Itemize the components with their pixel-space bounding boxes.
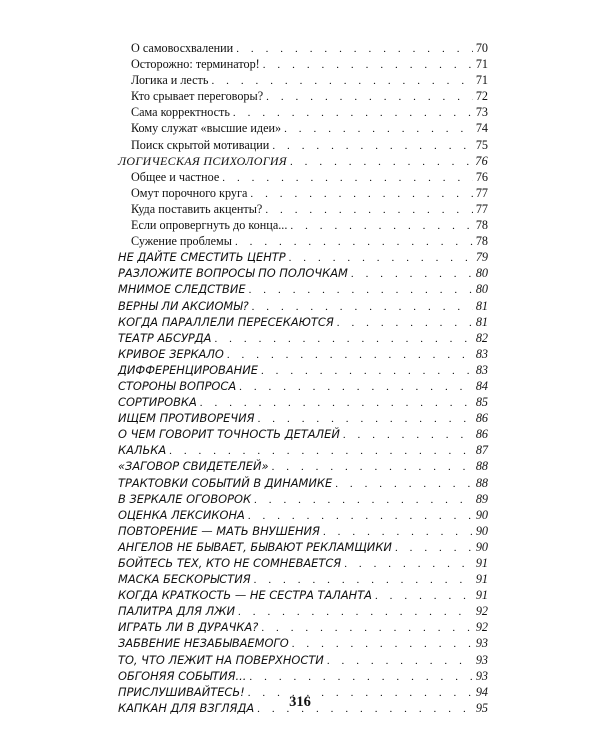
toc-entry	[118, 603, 488, 619]
toc-entry-page: 92	[475, 620, 488, 635]
toc-dot-leader	[252, 299, 473, 315]
toc-entry-page: 93	[475, 668, 488, 683]
toc-entry-page: 94	[475, 684, 488, 699]
toc-entry-title: ТРАКТОВКИ СОБЫТИЙ В ДИНАМИКЕ	[118, 475, 333, 490]
toc-entry-page: 78	[475, 218, 488, 233]
toc-dot-leader	[250, 186, 472, 202]
toc-entry	[118, 619, 488, 635]
toc-entry	[118, 410, 488, 426]
toc-entry	[118, 346, 488, 362]
toc-entry	[118, 426, 488, 442]
toc-entry	[118, 217, 488, 233]
toc-entry-title: ОЦЕНКА ЛЕКСИКОНА	[118, 507, 245, 522]
toc-entry-title: НЕ ДАЙТЕ СМЕСТИТЬ ЦЕНТР	[118, 250, 286, 265]
toc-entry-title: АНГЕЛОВ НЕ БЫВАЕТ, БЫВАЮТ РЕКЛАМЩИКИ	[118, 539, 392, 554]
toc-entry	[118, 88, 488, 104]
toc-entry	[118, 507, 488, 523]
toc-entry-title: ЛОГИЧЕСКАЯ ПСИХОЛОГИЯ	[118, 153, 287, 168]
toc-entry-title: ПРИСЛУШИВАЙТЕСЬ!	[118, 684, 245, 699]
toc-entry	[118, 185, 488, 201]
toc-entry-page: 76	[475, 153, 488, 168]
toc-entry	[118, 394, 488, 410]
toc-entry-page: 91	[475, 572, 488, 587]
toc-dot-leader	[236, 41, 473, 57]
toc-entry-page: 80	[475, 282, 488, 297]
toc-entry-title: Общее и частное	[131, 169, 220, 184]
toc-entry-title: СОРТИРОВКА	[118, 395, 197, 410]
toc-entry	[118, 635, 488, 651]
toc-dot-leader	[289, 250, 473, 266]
toc-entry-title: ПОВТОРЕНИЕ — МАТЬ ВНУШЕНИЯ	[118, 523, 320, 538]
toc-entry-page: 73	[475, 105, 488, 120]
toc-entry-title: Сама корректность	[131, 105, 230, 120]
toc-dot-leader	[233, 105, 473, 121]
toc-entry-page: 88	[475, 475, 488, 490]
toc-entry-title: ИГРАТЬ ЛИ В ДУРАЧКА?	[118, 620, 259, 635]
toc-dot-leader	[284, 121, 473, 137]
toc-dot-leader	[214, 331, 472, 347]
toc-dot-leader	[248, 508, 473, 524]
toc-dot-leader	[235, 234, 473, 250]
toc-entry-page: 72	[475, 89, 488, 104]
toc-entry-title: МАСКА БЕСКОРЫСТИЯ	[118, 572, 251, 587]
toc-entry-title: КАПКАН ДЛЯ ВЗГЛЯДА	[118, 700, 255, 715]
toc-entry	[118, 442, 488, 458]
toc-entry	[118, 475, 488, 491]
toc-dot-leader	[238, 604, 473, 620]
toc-entry	[118, 523, 488, 539]
toc-dot-leader	[211, 73, 472, 89]
toc-entry-page: 90	[475, 523, 488, 538]
toc-dot-leader	[272, 138, 473, 154]
toc-entry	[118, 137, 488, 153]
toc-entry-title: ЗАБВЕНИЕ НЕЗАБЫВАЕМОГО	[118, 636, 289, 651]
toc-entry-page: 85	[475, 395, 488, 410]
toc-entry-title: БОЙТЕСЬ ТЕХ, КТО НЕ СОМНЕВАЕТСЯ	[118, 556, 342, 570]
toc-entry-page: 86	[475, 411, 488, 426]
toc-dot-leader	[323, 524, 473, 540]
toc-entry-page: 79	[475, 250, 488, 265]
toc-entry-title: Кому служат «высшие идеи»	[131, 121, 282, 136]
toc-dot-leader	[343, 427, 473, 443]
toc-entry-page: 71	[475, 57, 488, 72]
toc-entry	[118, 169, 488, 185]
toc-dot-leader	[265, 202, 472, 218]
toc-entry	[118, 668, 488, 684]
toc-dot-leader	[222, 170, 473, 186]
toc-entry	[118, 555, 488, 571]
toc-entry	[118, 314, 488, 330]
toc-dot-leader	[266, 89, 473, 105]
toc-entry-title: Сужение проблемы	[131, 234, 232, 249]
toc-dot-leader	[290, 154, 472, 170]
toc-entry-page: 92	[475, 604, 488, 619]
toc-entry	[118, 120, 488, 136]
toc-entry-title: Если опровергнуть до конца...	[131, 218, 288, 233]
toc-entry-title: Кто срывает переговоры?	[131, 89, 264, 104]
toc-entry	[118, 72, 488, 88]
toc-entry	[118, 571, 488, 587]
toc-entry-page: 89	[475, 491, 488, 506]
toc-entry-page: 86	[475, 427, 488, 442]
toc-entry-page: 83	[475, 362, 488, 377]
toc-entry-title: СТОРОНЫ ВОПРОСА	[118, 378, 237, 393]
toc-entry	[118, 201, 488, 217]
toc-dot-leader	[254, 492, 473, 508]
toc-entry-title: О ЧЕМ ГОВОРИТ ТОЧНОСТЬ ДЕТАЛЕЙ	[118, 427, 340, 442]
toc-entry-page: 91	[475, 588, 488, 603]
toc-entry-page: 80	[475, 266, 488, 281]
toc-entry-title: ТЕАТР АБСУРДА	[118, 330, 212, 345]
toc-entry-title: Логика и лесть	[131, 73, 209, 88]
toc-entry-title: КАЛЬКА	[118, 443, 167, 458]
toc-entry	[118, 362, 488, 378]
toc-entry	[118, 56, 488, 72]
toc-dot-leader	[375, 588, 473, 604]
toc-entry-title: ДИФФЕРЕНЦИРОВАНИЕ	[118, 362, 258, 377]
toc-dot-leader	[351, 266, 473, 282]
toc-dot-leader	[263, 57, 473, 73]
toc-dot-leader	[272, 459, 473, 475]
toc-dot-leader	[258, 411, 473, 427]
toc-entry-title: Омут порочного круга	[131, 185, 248, 200]
toc-entry	[118, 40, 488, 56]
toc-entry-page: 71	[475, 73, 488, 88]
toc-entry	[118, 378, 488, 394]
toc-entry-title: В ЗЕРКАЛЕ ОГОВОРОК	[118, 491, 252, 506]
toc-dot-leader	[227, 347, 473, 363]
toc-entry	[118, 249, 488, 265]
toc-entry-title: КРИВОЕ ЗЕРКАЛО	[118, 346, 224, 361]
toc-dot-leader	[335, 476, 473, 492]
toc-entry-title: ИЩЕМ ПРОТИВОРЕЧИЯ	[118, 411, 255, 426]
toc-entry-title: ТО, ЧТО ЛЕЖИТ НА ПОВЕРХНОСТИ	[118, 652, 324, 667]
toc-entry-title: МНИМОЕ СЛЕДСТВИЕ	[118, 282, 246, 297]
toc-dot-leader	[249, 669, 472, 685]
toc-entry-page: 76	[475, 169, 488, 184]
toc-entry	[118, 330, 488, 346]
toc-entry-page: 83	[475, 346, 488, 361]
toc-entry	[118, 539, 488, 555]
toc-entry	[118, 233, 488, 249]
toc-dot-leader	[254, 572, 473, 588]
toc-dot-leader	[239, 379, 473, 395]
toc-entry-page: 93	[475, 636, 488, 651]
toc-entry-title: Куда поставить акценты?	[131, 201, 263, 216]
toc-entry-page: 77	[475, 185, 488, 200]
toc-entry	[118, 491, 488, 507]
toc-entry-page: 78	[475, 234, 488, 249]
toc-dot-leader	[290, 218, 472, 234]
toc-entry-page: 82	[475, 330, 488, 345]
toc-entry-title: «ЗАГОВОР СВИДЕТЕЛЕЙ»	[118, 459, 269, 474]
toc-entry-title: КОГДА ПАРАЛЛЕЛИ ПЕРЕСЕКАЮТСЯ	[118, 314, 334, 329]
toc-entry	[118, 587, 488, 603]
toc-entry-title: ПАЛИТРА ДЛЯ ЛЖИ	[118, 604, 236, 619]
toc-entry-title: РАЗЛОЖИТЕ ВОПРОСЫ ПО ПОЛОЧКАМ	[118, 266, 348, 281]
toc-entry-page: 81	[475, 298, 488, 313]
toc-entry-title: О самовосхвалении	[131, 41, 234, 55]
toc-entry-page: 81	[475, 314, 488, 329]
toc-dot-leader	[249, 282, 473, 298]
toc-entry-page: 95	[475, 700, 488, 715]
toc-entry-title: КОГДА КРАТКОСТЬ — НЕ СЕСТРА ТАЛАНТА	[118, 588, 372, 603]
toc-entry-title: ОБГОНЯЯ СОБЫТИЯ...	[118, 668, 247, 683]
toc-entry-page: 77	[475, 201, 488, 216]
toc-dot-leader	[261, 620, 473, 636]
toc-entry-page: 74	[475, 121, 488, 136]
toc-entry-page: 91	[475, 556, 488, 570]
toc-entry	[118, 298, 488, 314]
toc-dot-leader	[395, 540, 473, 556]
toc-entry-page: 93	[475, 652, 488, 667]
table-of-contents	[118, 40, 488, 716]
toc-entry-page: 88	[475, 459, 488, 474]
toc-entry-page: 90	[475, 507, 488, 522]
toc-entry-title: Осторожно: терминатор!	[131, 57, 260, 72]
toc-entry	[118, 458, 488, 474]
toc-entry	[118, 652, 488, 668]
toc-dot-leader	[337, 315, 473, 331]
toc-entry-page: 87	[475, 443, 488, 458]
toc-dot-leader	[169, 443, 473, 459]
toc-entry-title: ВЕРНЫ ЛИ АКСИОМЫ?	[118, 298, 249, 313]
toc-dot-leader	[292, 636, 473, 652]
toc-dot-leader	[200, 395, 473, 411]
toc-entry-page: 70	[475, 41, 488, 55]
toc-dot-leader	[327, 653, 473, 669]
toc-entry	[118, 281, 488, 297]
toc-entry-page: 75	[475, 137, 488, 152]
toc-dot-leader	[344, 556, 473, 572]
toc-entry	[118, 153, 488, 169]
page-number: 316	[289, 694, 311, 710]
toc-entry-title: Поиск скрытой мотивации	[131, 137, 270, 152]
toc-entry	[118, 265, 488, 281]
toc-dot-leader	[261, 363, 473, 379]
toc-entry	[118, 104, 488, 120]
toc-entry-page: 90	[475, 539, 488, 554]
toc-entry-page: 84	[475, 378, 488, 393]
